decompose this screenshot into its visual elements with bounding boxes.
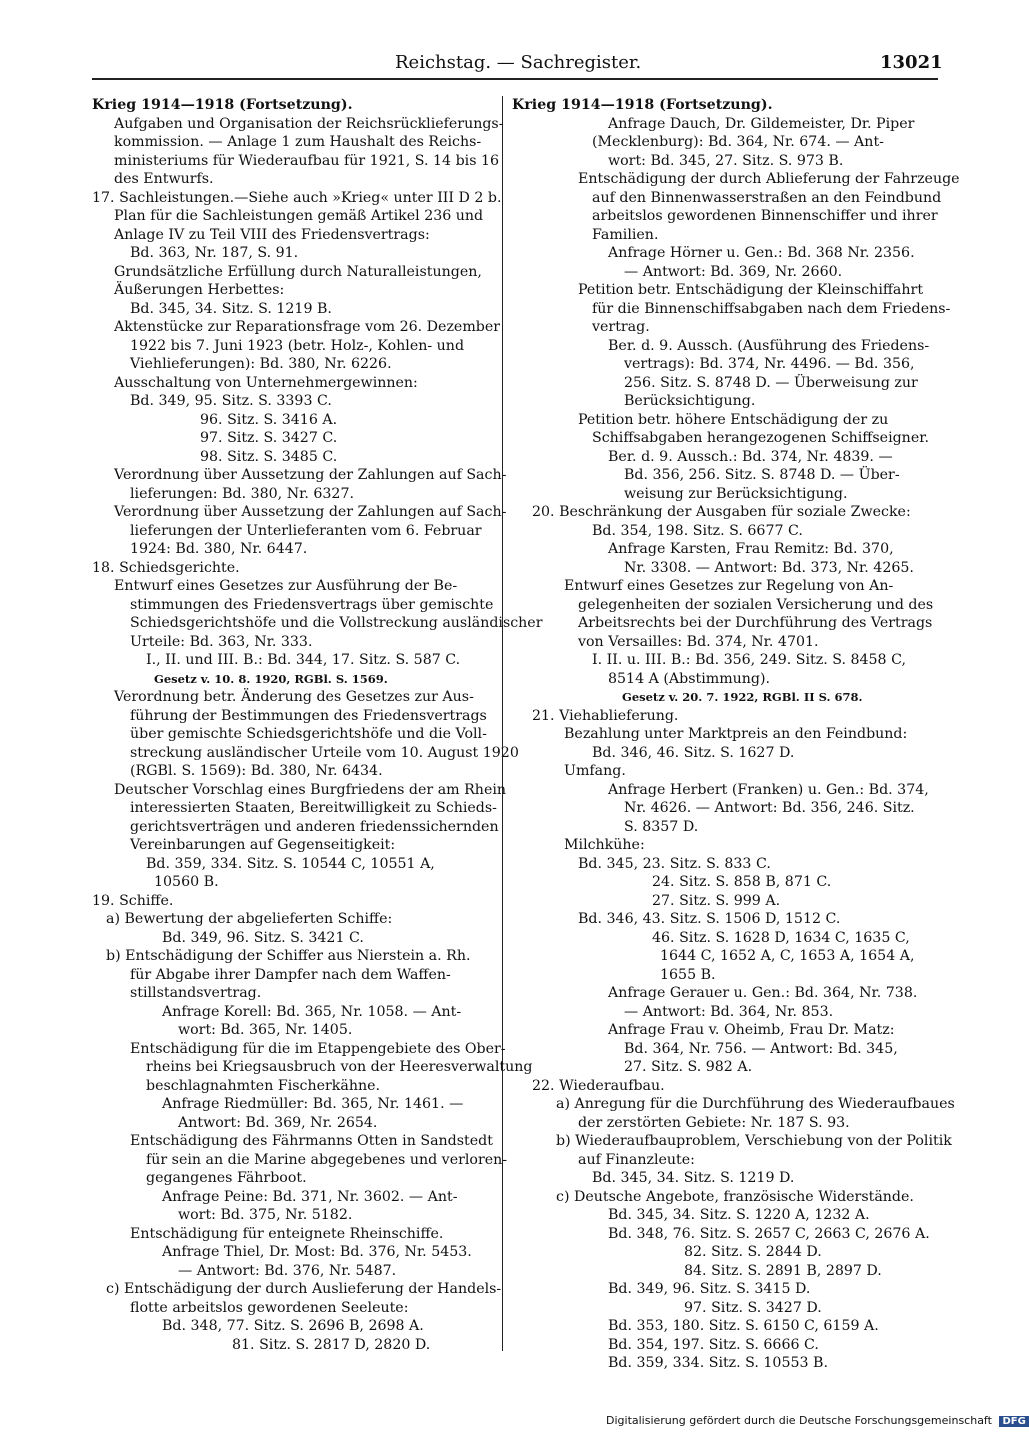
index-entry-line: streckung ausländischer Urteile vom 10. August 1920 (130, 744, 519, 761)
index-entry-line: Viehlieferungen): Bd. 380, Nr. 6226. (130, 356, 392, 372)
index-entry-line: Entwurf eines Gesetzes zur Ausführung der Be- (114, 578, 458, 594)
index-entry-line: lieferungen: Bd. 380, Nr. 6327. (130, 485, 354, 502)
index-entry-line: gegangenes Fährboot. (146, 1170, 307, 1186)
law-reference: Gesetz v. 10. 8. 1920, RGBl. S. 1569. (154, 671, 388, 686)
left-column-heading: Krieg 1914—1918 (Fortsetzung). (92, 97, 353, 113)
footer-credit (606, 1414, 1029, 1427)
index-entry-line: des Entwurfs. (114, 171, 214, 187)
index-entry-line: flotte arbeitslos gewordenen Seeleute: (130, 1299, 409, 1316)
index-entry-line: — Antwort: Bd. 369, Nr. 2660. (624, 263, 843, 280)
index-entry-line: Verordnung über Aussetzung der Zahlungen auf Sach- (114, 467, 507, 483)
index-entry-line: Familien. (592, 226, 659, 243)
index-entry-line: Aktenstücke zur Reparationsfrage vom 26. Dezember (114, 319, 501, 335)
index-entry-line: lieferungen der Unterlieferanten vom 6. Februar (130, 522, 482, 539)
left-column (92, 96, 543, 1354)
index-entry-line: Anfrage Gerauer u. Gen.: Bd. 364, Nr. 738. (608, 985, 918, 1001)
index-entry-line: Anfrage Korell: Bd. 365, Nr. 1058. — Ant- (162, 1003, 462, 1020)
index-entry-line: b) Entschädigung der Schiffer aus Nierstein a. Rh. (106, 948, 471, 964)
index-entry-line: c) Entschädigung der durch Auslieferung der Handels- (106, 1281, 502, 1297)
index-entry-line: Anfrage Dauch, Dr. Gildemeister, Dr. Piper (608, 115, 915, 132)
index-entry-line: Verordnung betr. Änderung des Gesetzes zur Aus- (114, 689, 474, 705)
index-entry-line: Verordnung über Aussetzung der Zahlungen auf Sach- (114, 504, 507, 520)
index-entry-line: ministeriums für Wiederaufbau für 1921, S. 14 bis 16 (114, 152, 500, 169)
index-entry-line: Grundsätzliche Erfüllung durch Naturalleistungen, (114, 263, 482, 280)
index-entry-line: wort: Bd. 375, Nr. 5182. (178, 1207, 353, 1223)
index-entry-line: 20. Beschränkung der Ausgaben für soziale Zwecke: (532, 504, 911, 520)
index-entry-line: Nr. 3308. — Antwort: Bd. 373, Nr. 4265. (624, 559, 914, 576)
index-entry-line: 1922 bis 7. Juni 1923 (betr. Holz-, Kohlen- und (130, 337, 465, 354)
running-header: Reichstag. — Sachregister. (395, 52, 642, 73)
index-entry-line: Bd. 359, 334. Sitz. S. 10553 B. (608, 1355, 828, 1371)
dfg-logo: DFG (999, 1416, 1028, 1427)
header-rule (92, 78, 938, 80)
index-entry-line: 1644 C, 1652 A, C, 1653 A, 1654 A, (660, 948, 915, 964)
index-entry-line: Urteile: Bd. 363, Nr. 333. (130, 633, 313, 650)
index-entry-line: Aufgaben und Organisation der Reichsrücklieferungs- (114, 115, 504, 132)
index-entry-line: 27. Sitz. S. 982 A. (624, 1059, 753, 1075)
index-entry-line: 1655 B. (660, 966, 716, 983)
index-entry-line: Bd. 345, 23. Sitz. S. 833 C. (578, 855, 771, 872)
index-entry-line: auf Finanzleute: (578, 1151, 695, 1168)
index-entry-line: 27. Sitz. S. 999 A. (652, 892, 781, 909)
index-entry-line: Bd. 359, 334. Sitz. S. 10544 C, 10551 A, (146, 855, 435, 872)
index-entry-line: interessierten Staaten, Bereitwilligkeit zu Schieds- (130, 800, 497, 816)
index-entry-line: Bd. 363, Nr. 187, S. 91. (130, 245, 299, 261)
index-entry-line: Ber. d. 9. Aussch.: Bd. 374, Nr. 4839. — (608, 448, 893, 465)
index-entry-line: I., II. und III. B.: Bd. 344, 17. Sitz. S. 587 C. (146, 652, 461, 668)
index-entry-line: für Abgabe ihrer Dampfer nach dem Waffen- (130, 966, 451, 983)
index-entry-line: wort: Bd. 345, 27. Sitz. S. 973 B. (608, 152, 844, 169)
index-entry-line: Ber. d. 9. Aussch. (Ausführung des Friedens- (608, 337, 930, 354)
index-entry-line: der zerstörten Gebiete: Nr. 187 S. 93. (578, 1114, 850, 1131)
index-entry-line: gelegenheiten der sozialen Versicherung und des (578, 596, 934, 613)
index-entry-line: 17. Sachleistungen.—Siehe auch »Krieg« unter III D 2 b. (92, 189, 502, 206)
index-entry-line: 98. Sitz. S. 3485 C. (200, 448, 338, 465)
index-entry-line: 19. Schiffe. (92, 892, 174, 909)
left-column-entries (92, 115, 543, 1355)
index-entry-line: über gemischte Schiedsgerichtshöfe und die Voll- (130, 726, 487, 742)
index-entry-line: Deutscher Vorschlag eines Burgfriedens der am Rhein (114, 781, 507, 798)
index-entry-line: Bd. 345, 34. Sitz. S. 1220 A, 1232 A. (608, 1207, 870, 1223)
index-entry-line: für die Binnenschiffsabgaben nach dem Friedens- (592, 300, 951, 317)
index-entry-line: Nr. 4626. — Antwort: Bd. 356, 246. Sitz. (624, 800, 915, 816)
index-entry-line: Entschädigung des Fährmanns Otten in Sandstedt (130, 1133, 493, 1149)
index-entry-line: Berücksichtigung. (624, 393, 756, 409)
index-entry-line: auf den Binnenwasserstraßen an den Feindbund (592, 189, 942, 206)
index-entry-line: a) Bewertung der abgelieferten Schiffe: (106, 911, 393, 927)
index-entry-line: arbeitslos gewordenen Binnenschiffer und ihrer (592, 208, 938, 224)
index-entry-line: c) Deutsche Angebote, französische Widerstände. (556, 1188, 914, 1205)
index-entry-line: b) Wiederaufbauproblem, Verschiebung von der Politik (556, 1133, 952, 1149)
index-entry-line: Entschädigung für die im Etappengebiete des Ober- (130, 1040, 506, 1057)
index-entry-line: Bd. 354, 198. Sitz. S. 6677 C. (592, 522, 803, 539)
index-entry-line: Bd. 348, 76. Sitz. S. 2657 C, 2663 C, 2676 A. (608, 1225, 930, 1242)
index-entry-line: Anfrage Thiel, Dr. Most: Bd. 376, Nr. 5453. (162, 1244, 472, 1260)
index-entry-line: Bd. 346, 46. Sitz. S. 1627 D. (592, 744, 795, 761)
index-entry-line: Plan für die Sachleistungen gemäß Artikel 236 und (114, 208, 484, 224)
index-entry-line: a) Anregung für die Durchführung des Wiederaufbaues (556, 1096, 955, 1112)
index-entry-line: 24. Sitz. S. 858 B, 871 C. (652, 874, 832, 890)
index-entry-line: Anfrage Karsten, Frau Remitz: Bd. 370, (608, 541, 894, 557)
index-entry-line: Arbeitsrechts bei der Durchführung des Vertrags (578, 615, 933, 631)
index-entry-line: wort: Bd. 365, Nr. 1405. (178, 1022, 353, 1038)
index-entry-line: Bd. 345, 34. Sitz. S. 1219 B. (130, 300, 332, 317)
footer-text: Digitalisierung gefördert durch die Deutsche Forschungsgemeinschaft (606, 1414, 992, 1427)
index-entry-line: Anlage IV zu Teil VIII des Friedensvertrags: (114, 226, 430, 243)
law-reference: Gesetz v. 20. 7. 1922, RGBl. II S. 678. (622, 690, 863, 704)
index-entry-line: 84. Sitz. S. 2891 B, 2897 D. (684, 1262, 882, 1279)
index-entry-line: Bd. 349, 96. Sitz. S. 3421 C. (162, 929, 364, 946)
index-entry-line: 46. Sitz. S. 1628 D, 1634 C, 1635 C, (652, 929, 910, 946)
index-entry-line: Bd. 345, 34. Sitz. S. 1219 D. (592, 1170, 795, 1186)
index-entry-line: Bd. 354, 197. Sitz. S. 6666 C. (608, 1336, 819, 1353)
right-column-entries (512, 115, 960, 1373)
index-entry-line: Entwurf eines Gesetzes zur Regelung von An- (564, 578, 894, 594)
right-column-heading: Krieg 1914—1918 (Fortsetzung). (512, 97, 773, 113)
index-entry-line: 81. Sitz. S. 2817 D, 2820 D. (232, 1336, 431, 1353)
index-entry-line: Bd. 353, 180. Sitz. S. 6150 C, 6159 A. (608, 1318, 879, 1334)
index-entry-line: Umfang. (564, 763, 626, 779)
index-entry-line: vertrags): Bd. 374, Nr. 4496. — Bd. 356, (624, 356, 915, 372)
page-number: 13021 (880, 52, 943, 73)
index-entry-line: führung der Bestimmungen des Friedensvertrags (130, 707, 487, 724)
index-entry-line: Anfrage Peine: Bd. 371, Nr. 3602. — Ant- (162, 1188, 458, 1205)
index-entry-line: 82. Sitz. S. 2844 D. (684, 1244, 822, 1260)
index-entry-line: von Versailles: Bd. 374, Nr. 4701. (578, 633, 819, 650)
index-entry-line: Äußerungen Herbettes: (114, 282, 285, 298)
index-entry-line: Bd. 349, 95. Sitz. S. 3393 C. (130, 393, 332, 409)
index-entry-line: 97. Sitz. S. 3427 C. (200, 430, 338, 446)
index-entry-line: gerichtsverträgen und anderen friedenssichernden (130, 818, 499, 835)
index-entry-line: 10560 B. (154, 874, 219, 890)
index-entry-line: 256. Sitz. S. 8748 D. — Überweisung zur (624, 374, 918, 391)
index-entry-line: Petition betr. Entschädigung der Kleinschiffahrt (578, 282, 924, 298)
index-entry-line: weisung zur Berücksichtigung. (624, 485, 848, 502)
index-entry-line: Anfrage Herbert (Franken) u. Gen.: Bd. 374, (608, 781, 929, 798)
index-entry-line: rheins bei Kriegsausbruch von der Heeresverwaltung (146, 1059, 533, 1075)
index-entry-line: beschlagnahmten Fischerkähne. (146, 1077, 381, 1094)
index-entry-line: Bd. 349, 96. Sitz. S. 3415 D. (608, 1281, 811, 1297)
index-entry-line: Schiedsgerichtshöfe und die Vollstreckung ausländischer (130, 615, 543, 631)
index-entry-line: Bd. 346, 43. Sitz. S. 1506 D, 1512 C. (578, 911, 841, 927)
index-entry-line: Antwort: Bd. 369, Nr. 2654. (178, 1114, 378, 1131)
index-entry-line: stimmungen des Friedensvertrags über gemischte (130, 596, 494, 613)
index-entry-line: 8514 A (Abstimmung). (608, 670, 771, 687)
index-entry-line: Bd. 364, Nr. 756. — Antwort: Bd. 345, (624, 1040, 898, 1057)
index-entry-line: Entschädigung für enteignete Rheinschiffe. (130, 1225, 444, 1242)
index-entry-line: (RGBl. S. 1569): Bd. 380, Nr. 6434. (130, 763, 383, 779)
index-entry-line: Anfrage Hörner u. Gen.: Bd. 368 Nr. 2356. (608, 245, 915, 261)
index-entry-line: Bezahlung unter Marktpreis an den Feindbund: (564, 726, 908, 742)
index-entry-line: Bd. 356, 256. Sitz. S. 8748 D. — Über- (624, 467, 900, 483)
index-entry-line: Schiffsabgaben herangezogenen Schiffseigner. (592, 430, 929, 446)
index-entry-line: — Antwort: Bd. 364, Nr. 853. (624, 1003, 834, 1020)
index-entry-line: Vereinbarungen auf Gegenseitigkeit: (130, 837, 396, 853)
index-entry-line: Bd. 348, 77. Sitz. S. 2696 B, 2698 A. (162, 1318, 424, 1334)
index-entry-line: Milchkühe: (564, 837, 645, 853)
index-entry-line: Anfrage Riedmüller: Bd. 365, Nr. 1461. — (162, 1096, 464, 1112)
index-entry-line: Anfrage Frau v. Oheimb, Frau Dr. Matz: (608, 1022, 895, 1038)
index-entry-line: Entschädigung der durch Ablieferung der Fahrzeuge (578, 171, 960, 187)
index-entry-line: 18. Schiedsgerichte. (92, 559, 240, 576)
index-entry-line: kommission. — Anlage 1 zum Haushalt des Reichs- (114, 134, 482, 150)
index-entry-line: Petition betr. höhere Entschädigung der zu (578, 411, 889, 428)
index-entry-line: (Mecklenburg): Bd. 364, Nr. 674. — Ant- (592, 134, 884, 150)
index-entry-line: 21. Viehablieferung. (532, 707, 679, 724)
right-column (512, 96, 960, 1373)
index-entry-line: Ausschaltung von Unternehmergewinnen: (114, 374, 418, 391)
index-entry-line: S. 8357 D. (624, 818, 699, 835)
index-entry-line: für sein an die Marine abgegebenes und verloren- (146, 1151, 508, 1168)
index-entry-line: 1924: Bd. 380, Nr. 6447. (130, 541, 308, 557)
index-entry-line: vertrag. (592, 319, 650, 335)
index-entry-line: 22. Wiederaufbau. (532, 1077, 665, 1094)
index-entry-line: 96. Sitz. S. 3416 A. (200, 411, 338, 428)
index-entry-line: stillstandsvertrag. (130, 985, 262, 1001)
index-entry-line: — Antwort: Bd. 376, Nr. 5487. (178, 1262, 397, 1279)
index-entry-line: 97. Sitz. S. 3427 D. (684, 1299, 822, 1316)
index-entry-line: I. II. u. III. B.: Bd. 356, 249. Sitz. S. 8458 C, (592, 652, 906, 668)
